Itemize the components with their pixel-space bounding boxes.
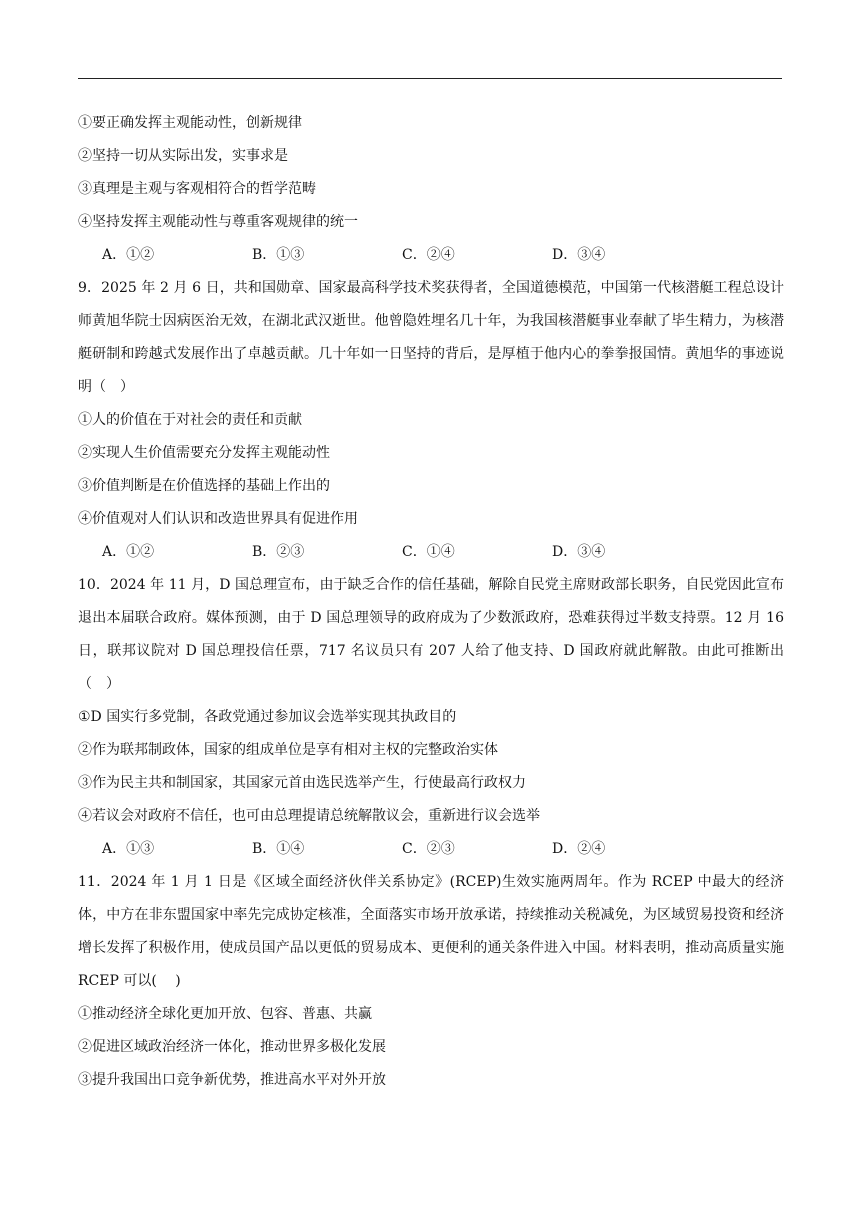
answer-options: [78, 239, 784, 272]
choice-item: ①要正确发挥主观能动性，创新规律: [78, 115, 302, 131]
choice-item: ④坚持发挥主观能动性与尊重客观规律的统一: [78, 214, 358, 230]
header-rule: [78, 78, 782, 79]
option-c: C．②④: [402, 247, 455, 263]
choice-item: ②实现人生价值需要充分发挥主观能动性: [78, 445, 330, 461]
choice-item: ③作为民主共和制国家，其国家元首由选民选举产生，行使最高行政权力: [78, 775, 526, 791]
question-9: [78, 272, 784, 569]
choice-item: ①推动经济全球化更加开放、包容、普惠、共赢: [78, 1006, 372, 1022]
question-stem: 9．2025 年 2 月 6 日，共和国勋章、国家最高科学技术奖获得者，全国道德模范，中国第一代核潜艇工程总设计师黄旭华院士因病医治无效，在湖北武汉逝世。他曾隐姓埋名几十年，为我国核潜艇事业奉献了毕生精力，为核潜艇研制和跨越式发展作出了卓越贡献。几十年如一日坚持的背后，是厚植于他内心的拳拳报国情。黄旭华的事迹说明（ ）: [78, 280, 784, 395]
option-a: A．①②: [102, 544, 155, 560]
option-a: A．①③: [102, 841, 155, 857]
option-b: B．①③: [252, 247, 305, 263]
choice-item: ①人的价值在于对社会的责任和贡献: [78, 412, 302, 428]
choice-item: ②坚持一切从实际出发，实事求是: [78, 148, 288, 164]
page-content: [78, 107, 784, 1097]
option-a: A．①②: [102, 247, 155, 263]
choice-item: ①D 国实行多党制，各政党通过参加议会选举实现其执政目的: [78, 709, 457, 725]
question-stem: 10．2024 年 11 月，D 国总理宣布，由于缺乏合作的信任基础，解除自民党主席财政部长职务，自民党因此宣布退出本届联合政府。媒体预测，由于 D 国总理领导的政府成为了少数派政府，恐难获得过半数支持票。12 月 16 日，联邦议院对 D 国总理投信任票，717 名议员只有 207 人给了他支持、D 国政府就此解散。由此可推断出（ ）: [78, 577, 784, 692]
choice-item: ③价值判断是在价值选择的基础上作出的: [78, 478, 330, 494]
answer-options: [78, 833, 784, 866]
option-d: D．③④: [552, 544, 606, 560]
option-d: D．③④: [552, 247, 606, 263]
question-10: [78, 569, 784, 866]
choice-item: ④若议会对政府不信任，也可由总理提请总统解散议会，重新进行议会选举: [78, 808, 540, 824]
choice-item: ④价值观对人们认识和改造世界具有促进作用: [78, 511, 358, 527]
choice-item: ③提升我国出口竞争新优势，推进高水平对外开放: [78, 1072, 386, 1088]
answer-options: [78, 536, 784, 569]
choice-item: ②作为联邦制政体，国家的组成单位是享有相对主权的完整政治实体: [78, 742, 498, 758]
option-b: B．①④: [252, 841, 305, 857]
option-d: D．②④: [552, 841, 606, 857]
option-c: C．②③: [402, 841, 455, 857]
option-b: B．②③: [252, 544, 305, 560]
question-stem: 11．2024 年 1 月 1 日是《区域全面经济伙伴关系协定》(RCEP)生效实施两周年。作为 RCEP 中最大的经济体，中方在非东盟国家中率先完成协定核准，全面落实市场开放承诺，持续推动关税减免，为区域贸易投资和经济增长发挥了积极作用，使成员国产品以更低的贸易成本、更便利的通关条件进入中国。材料表明，推动高质量实施 RCEP 可以( ): [78, 874, 784, 989]
option-c: C．①④: [402, 544, 455, 560]
question-8-tail: [78, 107, 784, 272]
choice-item: ②促进区域政治经济一体化，推动世界多极化发展: [78, 1039, 386, 1055]
choice-item: ③真理是主观与客观相符合的哲学范畴: [78, 181, 316, 197]
question-11: [78, 866, 784, 1097]
